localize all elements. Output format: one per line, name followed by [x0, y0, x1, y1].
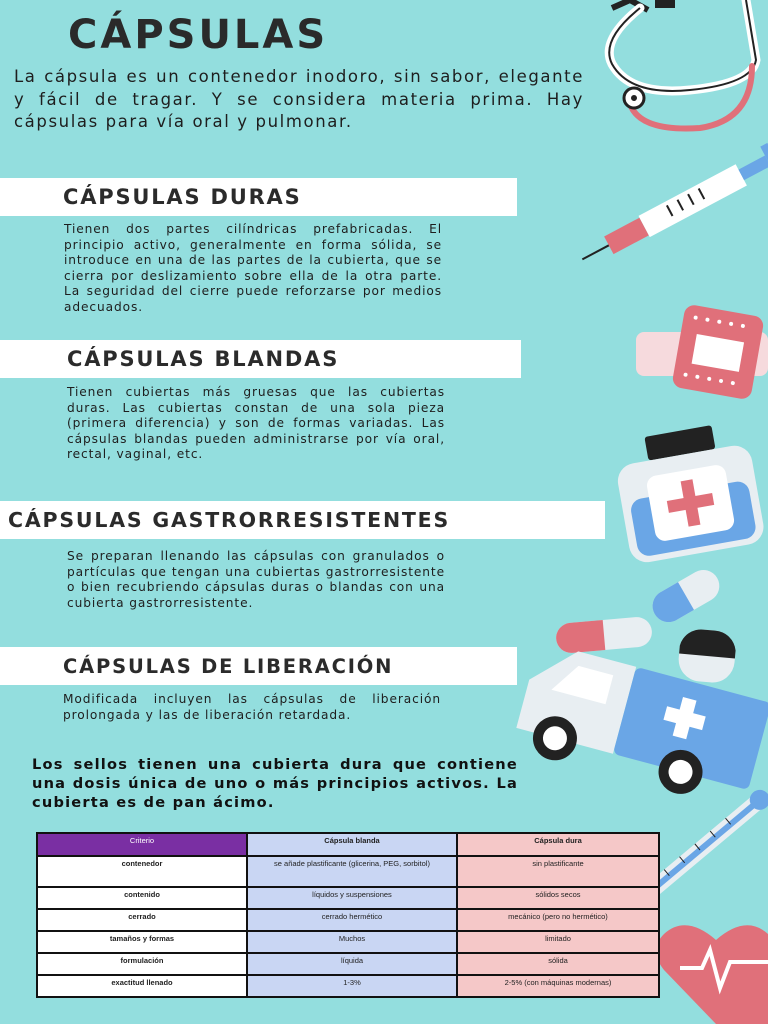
- table-row: [37, 887, 659, 909]
- section-heading-duras: [0, 178, 517, 216]
- table-cell: cerrado: [37, 909, 247, 931]
- table-cell: sin plastificante: [457, 856, 659, 887]
- table-header-cell: Criterio: [37, 833, 247, 856]
- intro-paragraph: La cápsula es un contenedor inodoro, sin sabor, elegante y fácil de tragar. Y se considera materia prima. Hay cápsulas para vía oral y pulmonar.: [14, 67, 584, 131]
- table-cell: exactitud llenado: [37, 975, 247, 997]
- table-cell: mecánico (pero no hermético): [457, 909, 659, 931]
- table-cell: se añade plastificante (glicerina, PEG, sorbitol): [247, 856, 457, 887]
- section-text-liberacion: Modificada incluyen las cápsulas de liberación prolongada y las de liberación retardada.: [63, 692, 441, 722]
- table-cell: líquidos y suspensiones: [247, 887, 457, 909]
- table-header-cell: Cápsula blanda: [247, 833, 457, 856]
- table-cell: cerrado hermético: [247, 909, 457, 931]
- table-cell: 1-3%: [247, 975, 457, 997]
- bandage-icon: [636, 304, 768, 401]
- table-row: [37, 975, 659, 997]
- table-cell: sólida: [457, 953, 659, 975]
- table-cell: sólidos secos: [457, 887, 659, 909]
- table-header-cell: Cápsula dura: [457, 833, 659, 856]
- table-header-row: [37, 833, 659, 856]
- medicine-bottle-icon: [611, 419, 766, 565]
- section-heading-label: CÁPSULAS DURAS: [63, 185, 302, 209]
- table-cell: tamaños y formas: [37, 931, 247, 953]
- table-cell: limitado: [457, 931, 659, 953]
- section-text-gastrorresistentes: Se preparan llenando las cápsulas con granulados o partículas que tengan una cubiertas gastrorresistente o bien recubriendo cápsulas duras o blandas con una cubierta gastrorresistente.: [67, 549, 445, 610]
- table-cell: líquida: [247, 953, 457, 975]
- section-text-blandas: Tienen cubiertas más gruesas que las cubiertas duras. Las cubiertas constan de una sola pieza (primera diferencia) y son de formas variadas. Las cápsulas blandas pueden administrarse por vía oral, rectal, vaginal, etc.: [67, 385, 445, 462]
- section-heading-liberacion: [0, 647, 517, 685]
- section-heading-gastrorresistentes: [0, 501, 605, 539]
- comparison-table: [36, 832, 660, 998]
- table-cell: contenido: [37, 887, 247, 909]
- syringe-icon: [575, 143, 768, 274]
- table-row: [37, 931, 659, 953]
- table-row: [37, 909, 659, 931]
- section-heading-blandas: [0, 340, 521, 378]
- table-cell: Muchos: [247, 931, 457, 953]
- section-heading-label: CÁPSULAS GASTRORRESISTENTES: [8, 508, 451, 532]
- section-heading-label: CÁPSULAS DE LIBERACIÓN: [63, 654, 394, 678]
- page-title: CÁPSULAS: [68, 12, 329, 58]
- table-cell: contenedor: [37, 856, 247, 887]
- table-cell: 2-5% (con máquinas modernas): [457, 975, 659, 997]
- section-heading-label: CÁPSULAS BLANDAS: [67, 347, 340, 371]
- section-text-duras: Tienen dos partes cilíndricas prefabricadas. El principio activo, generalmente en forma sólida, se introduce en una de las partes de la cubierta, que se cierra por deslizamiento sobre ella de la otra parte. La seguridad del cierre puede reforzarse por medios adecuados.: [64, 222, 442, 314]
- heart-pulse-icon: [656, 925, 768, 1024]
- table-row: [37, 953, 659, 975]
- stethoscope-icon: [609, 0, 756, 129]
- table-row: [37, 856, 659, 887]
- closing-paragraph: Los sellos tienen una cubierta dura que contiene una dosis única de uno o más principios activos. La cubierta es de pan ácimo.: [32, 756, 518, 811]
- table-cell: formulación: [37, 953, 247, 975]
